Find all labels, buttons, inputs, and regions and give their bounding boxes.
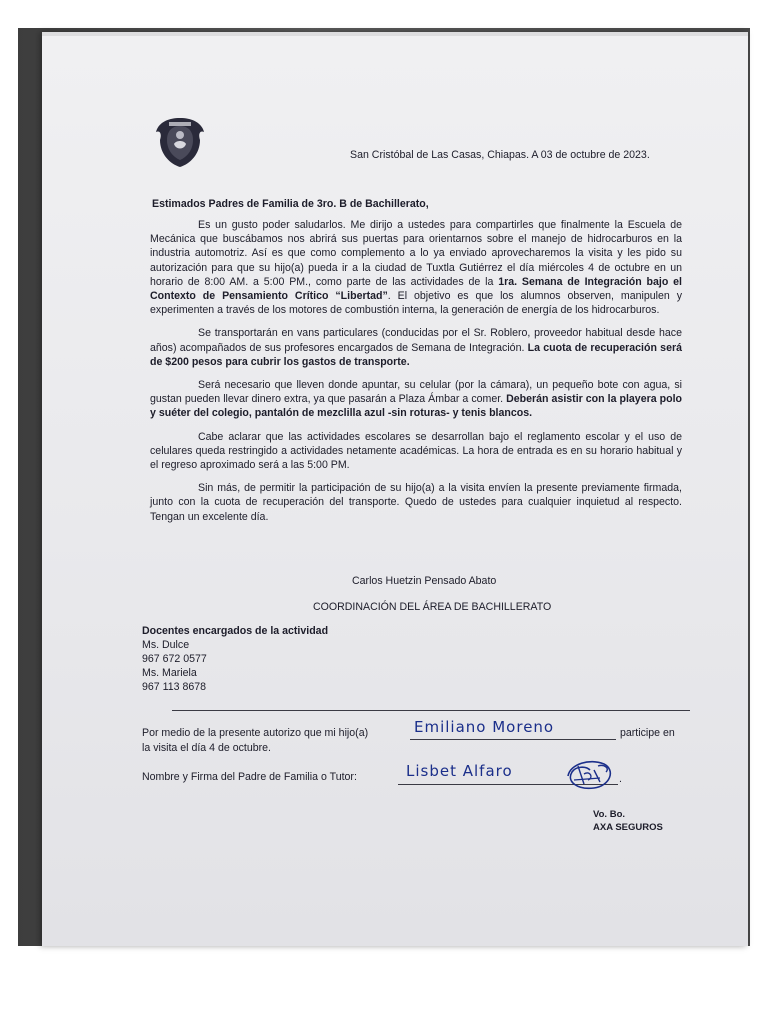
teacher-2-phone: 967 113 8678	[142, 681, 207, 693]
page-shadow-edge	[42, 32, 748, 36]
teacher-1-phone: 967 672 0577	[142, 653, 207, 665]
place-date: San Cristóbal de Las Casas, Chiapas. A 03 de octubre de 2023.	[350, 149, 650, 161]
teacher-1-name: Ms. Dulce	[142, 639, 190, 651]
paragraph-transport: Se transportarán en vans particulares (conducidas por el Sr. Roblero, proveedor habitual desde hace años) acompañados de sus profesores encargados de Semana de Integración. La cuota de recuperación será de $200 pesos para cubrir los gastos de transporte.	[150, 327, 682, 368]
paragraph-rules: Cabe aclarar que las actividades escolares se desarrollan bajo el reglamento escolar y el uso de celulares queda restringido a actividades netamente académicas. La hora de entrada es en su horario habitual y el regreso aproximado será a las 5:00 PM.	[150, 430, 682, 472]
parent-signature-label: Nombre y Firma del Padre de Familia o Tutor:	[142, 771, 357, 783]
paragraph-closing: Sin más, de permitir la participación de su hijo(a) a la visita envíen la presente previamente firmada, junto con la cuota de recuperación del transporte. Quedo de ustedes para cualquier inquietud al respecto. Tengan un excelente día.	[150, 482, 682, 523]
department-name: COORDINACIÓN DEL ÁREA DE BACHILLERATO	[313, 601, 552, 613]
visit-date-text: la visita el día 4 de octubre.	[142, 742, 271, 754]
parent-signature-scribble	[560, 756, 624, 792]
school-crest-logo	[152, 114, 208, 170]
approval-label: Vo. Bo.	[593, 809, 626, 820]
signer-name: Carlos Huetzin Pensado Abato	[352, 575, 497, 587]
teacher-2-name: Ms. Mariela	[142, 667, 197, 679]
parent-name-handwritten[interactable]: Lisbet Alfaro	[406, 762, 513, 780]
child-name-handwritten[interactable]: Emiliano Moreno	[414, 718, 555, 736]
authorize-text-end: participe en	[620, 727, 675, 739]
letter-body	[150, 218, 682, 533]
authorize-text: Por medio de la presente autorizo que mi hijo(a)	[142, 727, 369, 739]
paragraph-purpose: Es un gusto poder saludarlos. Me dirijo a ustedes para compartirles que finalmente la Escuela de Mecánica que buscábamos nos abrirá sus puertas para orientarnos sobre el manejo de hidrocarburos en la industria automotriz. Así es que como complemento a lo ya enviado aprovecharemos la visita y les pido su autorización para que su hijo(a) pueda ir a la ciudad de Tuxtla Gutiérrez el día miércoles 4 de octubre en un horario de 8:00 AM. a 5:00 PM., como parte de las actividades de la 1ra. Semana de Integración bajo el Contexto de Pensamiento Crítico “Libertad”. El objetivo es que los alumnos observen, manipulen y experimenten a través de los motores de combustión interna, la generación de energía de los hidrocarburos.	[150, 219, 682, 317]
teachers-heading: Docentes encargados de la actividad	[142, 625, 329, 637]
section-divider	[172, 710, 690, 711]
approval-company: AXA SEGUROS	[593, 822, 663, 833]
greeting: Estimados Padres de Familia de 3ro. B de Bachillerato,	[152, 198, 429, 210]
child-name-line	[410, 739, 616, 740]
signature-period: .	[619, 773, 622, 785]
paragraph-requirements: Será necesario que lleven donde apuntar, su celular (por la cámara), un pequeño bote con agua, si gustan pueden llevar dinero extra, ya que pasarán a Plaza Ámbar a comer. Deberán asistir con la playera polo y suéter del colegio, pantalón de mezclilla azul -sin roturas- y tenis blancos.	[150, 379, 682, 420]
